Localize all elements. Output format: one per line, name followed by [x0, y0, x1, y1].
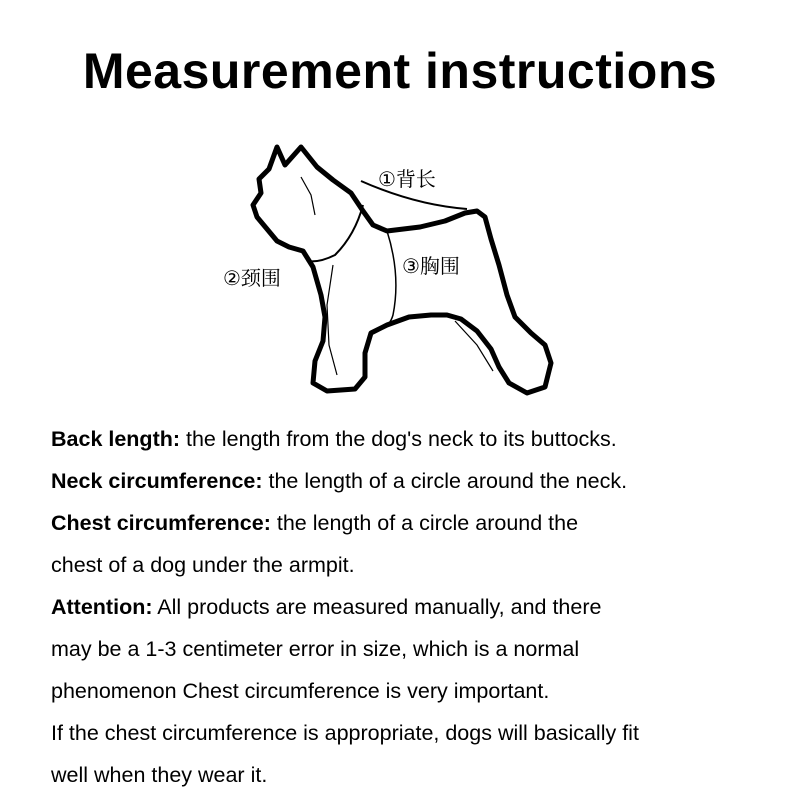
dog-illustration: [215, 135, 575, 405]
chest-description-1: the length of a circle around the: [270, 511, 579, 535]
back-length-description: the length from the dog's neck to its buttocks.: [180, 427, 617, 451]
attention-description-2: may be a 1-3 centimeter error in size, which is a normal: [51, 637, 580, 661]
chest-heading: Chest circumference:: [51, 511, 271, 535]
neck-heading: Neck circumference:: [51, 469, 263, 493]
attention-description-3: phenomenon Chest circumference is very important.: [51, 679, 550, 703]
chest-circumference-line: [375, 231, 396, 331]
neck-line-text: [51, 460, 771, 502]
back-length-line-text: [51, 418, 771, 460]
fit-description-1: If the chest circumference is appropriate, dogs will basically fit: [51, 721, 639, 745]
chest-line-text: [51, 502, 771, 544]
fit-description-2: well when they wear it.: [51, 763, 268, 787]
attention-line-text: [51, 586, 771, 628]
page-title: Measurement instructions: [82, 43, 718, 99]
back-length-heading: Back length:: [51, 427, 181, 451]
face-detail-line: [301, 177, 315, 215]
attention-description-1: All products are measured manually, and there: [152, 595, 602, 619]
measurement-description: [51, 418, 771, 796]
back-length-label: ①背长: [378, 167, 436, 191]
chest-circumference-label: ③胸围: [402, 254, 460, 278]
attention-heading: Attention:: [51, 595, 153, 619]
dog-measurement-diagram: [215, 135, 575, 405]
neck-circumference-label: ②颈围: [223, 266, 281, 290]
front-leg-line: [327, 265, 337, 375]
neck-circumference-line: [307, 205, 363, 261]
neck-description: the length of a circle around the neck.: [262, 469, 628, 493]
chest-description-2: chest of a dog under the armpit.: [51, 553, 355, 577]
